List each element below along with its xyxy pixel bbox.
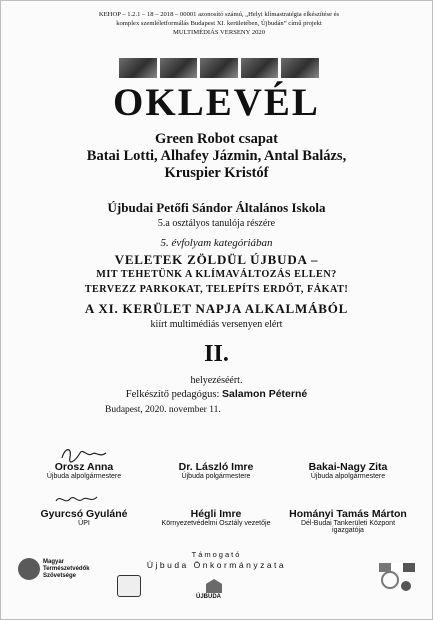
diploma-title: OKLEVÉL [113, 81, 320, 124]
school-logo-icon [117, 575, 141, 597]
mtvsz-logo-icon [18, 558, 40, 580]
header-line-1: KEHOP – 1.2.1 – 18 – 2018 – 00001 azonosító számú, „Helyi klímastratégia elkészítése és [98, 11, 340, 18]
signatory-name: Hományi Tamás Márton [289, 508, 407, 520]
ujbuda-crest-icon [206, 579, 222, 593]
mtvsz-logo-text: Magyar Természetvédők Szövetsége [43, 559, 90, 579]
teacher-name: Salamon Péterné [222, 388, 308, 400]
placement-rank: II. [204, 341, 229, 367]
signatory-gyurcso-gyulane [19, 508, 149, 527]
contest-line-3: TERVEZZ PARKOKAT, TELEPÍTS ERDŐT, FÁKAT! [84, 284, 349, 295]
signatory-homanyi-tamas-marton [283, 508, 413, 534]
program-logo-icon [381, 571, 399, 589]
placement-suffix: helyezéséért. [190, 375, 243, 386]
class-line: 5.a osztályos tanulója részére [157, 218, 276, 229]
signatory-role: ÜPI [78, 520, 90, 527]
signatory-role: Dél-Budai Tankerületi Központ [300, 520, 396, 527]
contest-line-5: kiírt multimédiás versenyen elért [150, 319, 283, 330]
school-name: Újbudai Petőfi Sándor Általános Iskola [107, 200, 326, 215]
ujbuda-logo-text: ÚJBUDA [196, 594, 222, 600]
contest-line-4: A XI. KERÜLET NAPJA ALKALMÁBÓL [84, 301, 349, 316]
eu-flag-icon [379, 563, 415, 572]
signatory-orosz-anna [19, 461, 149, 480]
signatory-role-2: igazgatója [332, 527, 364, 534]
partner-logo-icon [401, 581, 411, 591]
header-line-2: komplex szemléletformálás Budapest XI. kerületében, Újbudán” című projekt [116, 20, 322, 27]
team-name: Green Robot csapat [155, 131, 278, 147]
signatory-name: Hégli Imre [190, 508, 242, 520]
signatory-name: Orosz Anna [54, 461, 114, 473]
teacher-label: Felkészítő pedagógus: [125, 389, 220, 400]
signatory-hegli-imre [151, 508, 281, 527]
team-members-1: Batai Lotti, Alhafey Jázmin, Antal Balázs, [86, 148, 347, 164]
signatory-bakai-nagy-zita [283, 461, 413, 480]
supporter-name: Újbuda Önkormányzata [146, 560, 287, 570]
team-members-2: Kruspier Kristóf [164, 165, 269, 181]
photo-2 [160, 58, 198, 78]
signatory-laszlo-imre [151, 461, 281, 480]
project-header [29, 10, 409, 37]
signatory-role: Újbuda alpolgármestere [310, 473, 386, 480]
signatory-name: Dr. László Imre [178, 461, 254, 473]
signatory-role: Újbuda alpolgármestere [46, 473, 122, 480]
contest-line-1: VELETEK ZÖLDÜL ÚJBUDA – [114, 252, 319, 267]
contest-line-2: MIT TEHETÜNK A KLÍMAVÁLTOZÁS ELLEN? [96, 269, 337, 280]
signatory-name: Bakai-Nagy Zita [308, 461, 388, 473]
category-line: 5. évfolyam kategóriában [160, 237, 273, 249]
photo-5 [281, 58, 319, 78]
header-line-3: MULTIMÉDIÁS VERSENY 2020 [172, 29, 266, 36]
signatory-role: Környezetvédelmi Osztály vezetője [161, 520, 271, 527]
supporter-label: Támogató [191, 550, 242, 559]
photo-1 [119, 58, 157, 78]
photo-3 [200, 58, 238, 78]
signature-gyurcso [53, 491, 101, 509]
signatory-name: Gyurcsó Gyuláné [40, 508, 128, 520]
date-line: Budapest, 2020. november 11. [105, 405, 221, 415]
photo-strip [119, 58, 319, 78]
teacher-line [1, 388, 432, 400]
photo-4 [241, 58, 279, 78]
signatory-role: Újbuda polgármestere [181, 473, 251, 480]
team-block [1, 131, 432, 182]
